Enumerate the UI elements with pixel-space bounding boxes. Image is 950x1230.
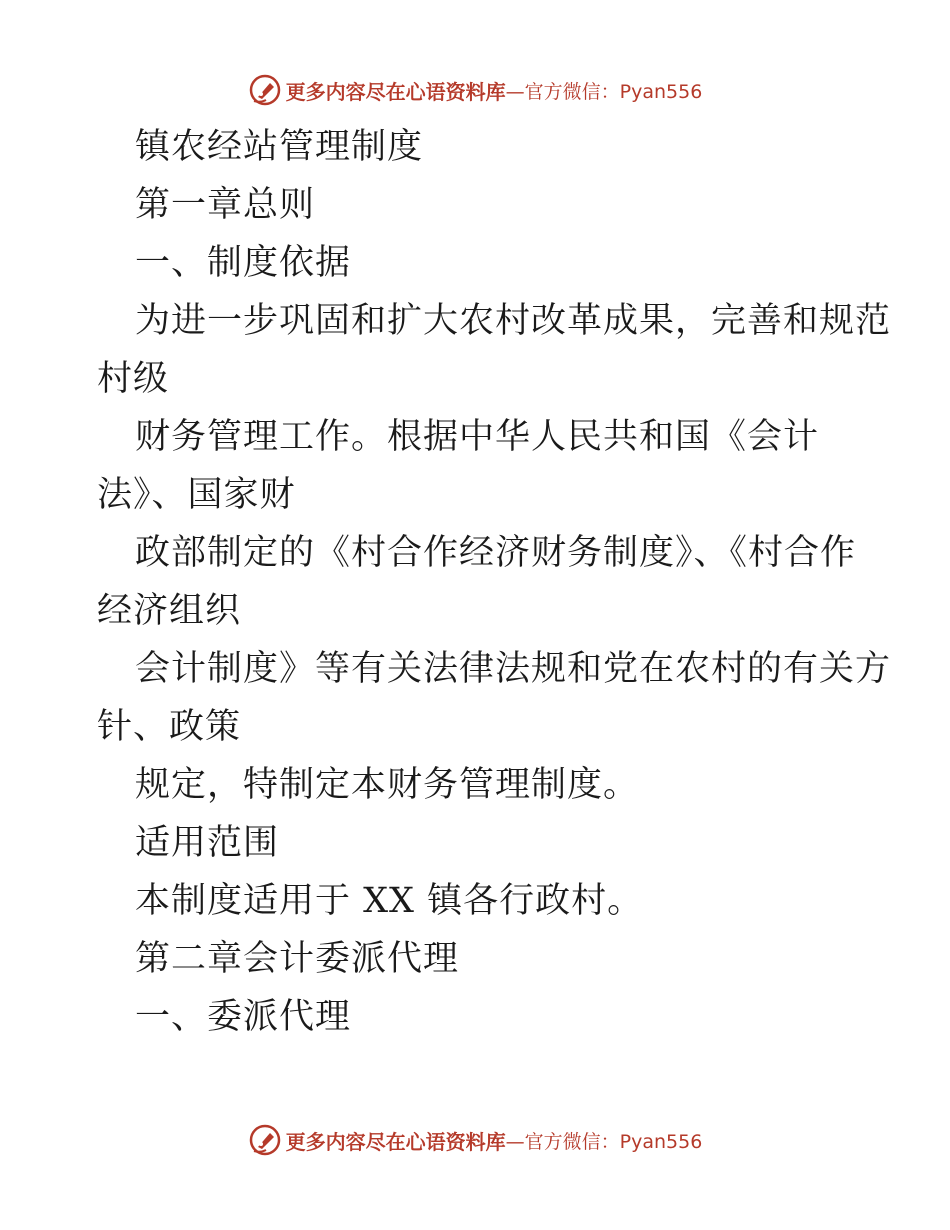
banner-sub-text: —官方微信：Pyan556 [505, 80, 703, 103]
paragraph-line: 财务管理工作。根据中华人民共和国《会计 [135, 417, 820, 457]
paragraph-line: 村级 [97, 359, 170, 399]
section-heading: 适用范围 [135, 823, 280, 863]
section-heading: 一、制度依据 [135, 243, 352, 283]
document-title: 镇农经站管理制度 [135, 127, 424, 167]
paragraph-line: 政部制定的《村合作经济财务制度》、《村合作 [135, 533, 857, 573]
banner-main-text: 更多内容尽在心语资料库 [285, 79, 506, 104]
paragraph-line: 为进一步巩固和扩大农村改革成果，完善和规范 [135, 301, 892, 341]
chapter-heading: 第一章总则 [135, 185, 316, 225]
footer-watermark-banner [0, 1120, 950, 1160]
section-heading: 一、委派代理 [135, 997, 352, 1037]
pen-nib-logo-icon [248, 1123, 282, 1157]
paragraph-line: 本制度适用于 XX 镇各行政村。 [135, 881, 644, 921]
banner-sub-text: —官方微信：Pyan556 [505, 1130, 703, 1153]
paragraph-line: 规定，特制定本财务管理制度。 [135, 765, 640, 805]
pen-nib-logo-icon [248, 73, 282, 107]
document-body [97, 118, 892, 1046]
chapter-heading: 第二章会计委派代理 [135, 939, 460, 979]
paragraph-line: 会计制度》等有关法律法规和党在农村的有关方 [135, 649, 892, 689]
paragraph-line: 针、政策 [97, 707, 242, 747]
paragraph-line: 经济组织 [97, 591, 242, 631]
banner-main-text: 更多内容尽在心语资料库 [285, 1129, 506, 1154]
header-watermark-banner [0, 70, 950, 110]
paragraph-line: 法》、国家财 [97, 475, 296, 515]
